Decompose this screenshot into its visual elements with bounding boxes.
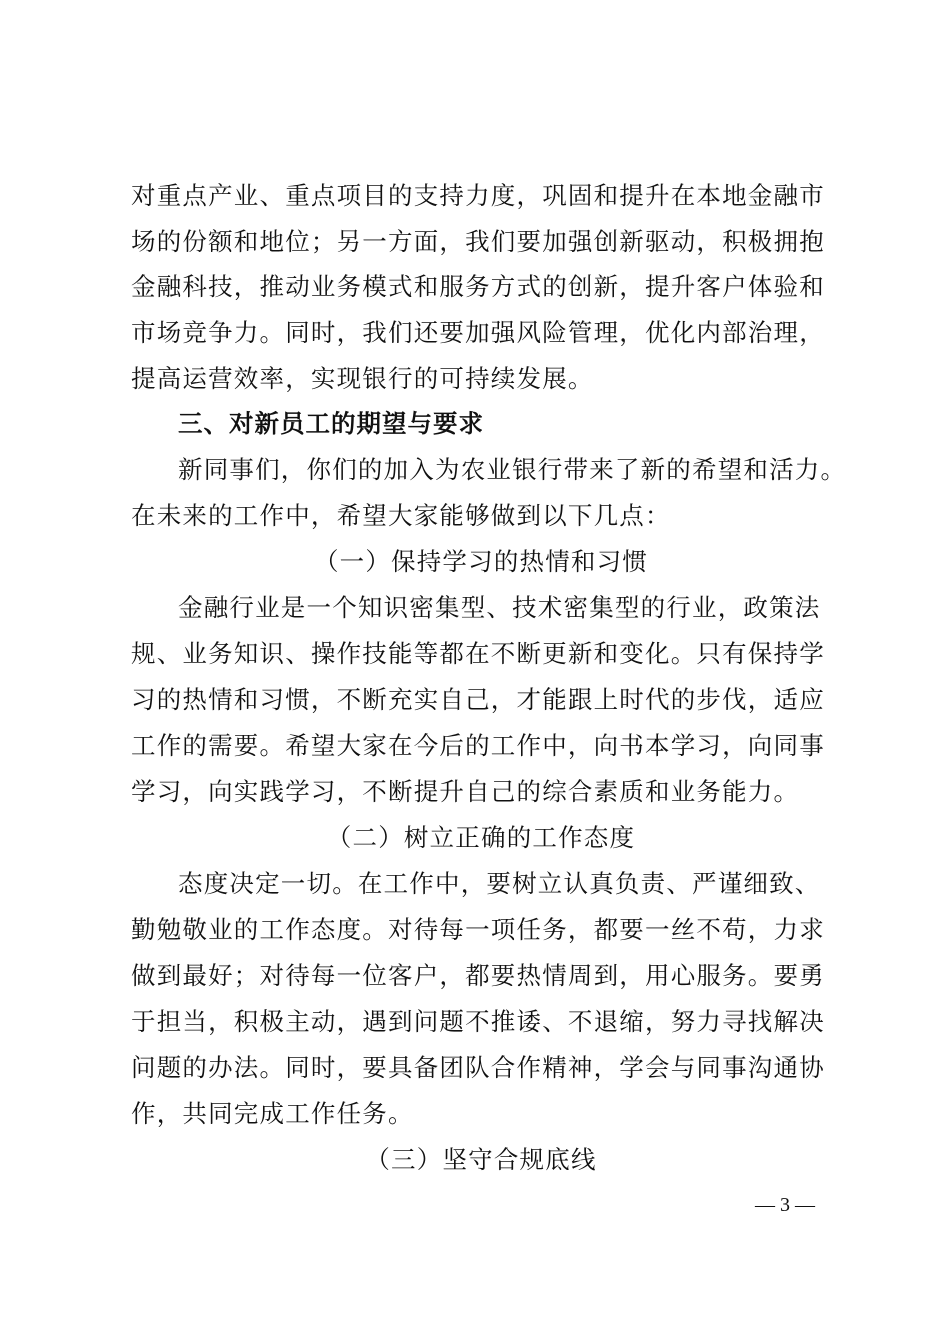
subsection-heading: （一）保持学习的热情和习惯 (313, 547, 649, 576)
body-text-line: 市场竞争力。同时，我们还要加强风险管理，优化内部治理， (131, 318, 825, 347)
body-text-line: 金融行业是一个知识密集型、技术密集型的行业，政策法 (178, 593, 821, 622)
body-text-line: 对重点产业、重点项目的支持力度，巩固和提升在本地金融市 (131, 181, 825, 210)
subsection-heading: （三）坚守合规底线 (365, 1145, 597, 1174)
body-text-line: 态度决定一切。在工作中，要树立认真负责、严谨细致、 (178, 869, 821, 898)
body-text-line: 工作的需要。希望大家在今后的工作中，向书本学习，向同事 (131, 731, 825, 760)
body-text-line: 在未来的工作中，希望大家能够做到以下几点： (131, 501, 671, 530)
body-text-line: 问题的办法。同时，要具备团队合作精神，学会与同事沟通协 (131, 1053, 825, 1082)
body-text-line: 场的份额和地位；另一方面，我们要加强创新驱动，积极拥抱 (131, 227, 825, 256)
body-text-line: 习的热情和习惯，不断充实自己，才能跟上时代的步伐，适应 (131, 685, 825, 714)
body-text-line: 作，共同完成工作任务。 (131, 1099, 414, 1128)
body-text-line: 规、业务知识、操作技能等都在不断更新和变化。只有保持学 (131, 639, 825, 668)
page-number: — 3 — (755, 1194, 815, 1216)
body-text-line: 于担当，积极主动，遇到问题不推诿、不退缩，努力寻找解决 (131, 1007, 825, 1036)
body-text-line: 学习，向实践学习，不断提升自己的综合素质和业务能力。 (131, 777, 800, 806)
body-text-line: 新同事们，你们的加入为农业银行带来了新的希望和活力。 (178, 455, 847, 484)
body-text-line: 做到最好；对待每一位客户，都要热情周到，用心服务。要勇 (131, 961, 825, 990)
section-heading: 三、对新员工的期望与要求 (178, 409, 484, 438)
subsection-heading: （二）树立正确的工作态度 (326, 823, 636, 852)
body-text-line: 金融科技，推动业务模式和服务方式的创新，提升客户体验和 (131, 272, 825, 301)
body-text-line: 勤勉敬业的工作态度。对待每一项任务，都要一丝不苟，力求 (131, 915, 825, 944)
body-text-line: 提高运营效率，实现银行的可持续发展。 (131, 364, 594, 393)
